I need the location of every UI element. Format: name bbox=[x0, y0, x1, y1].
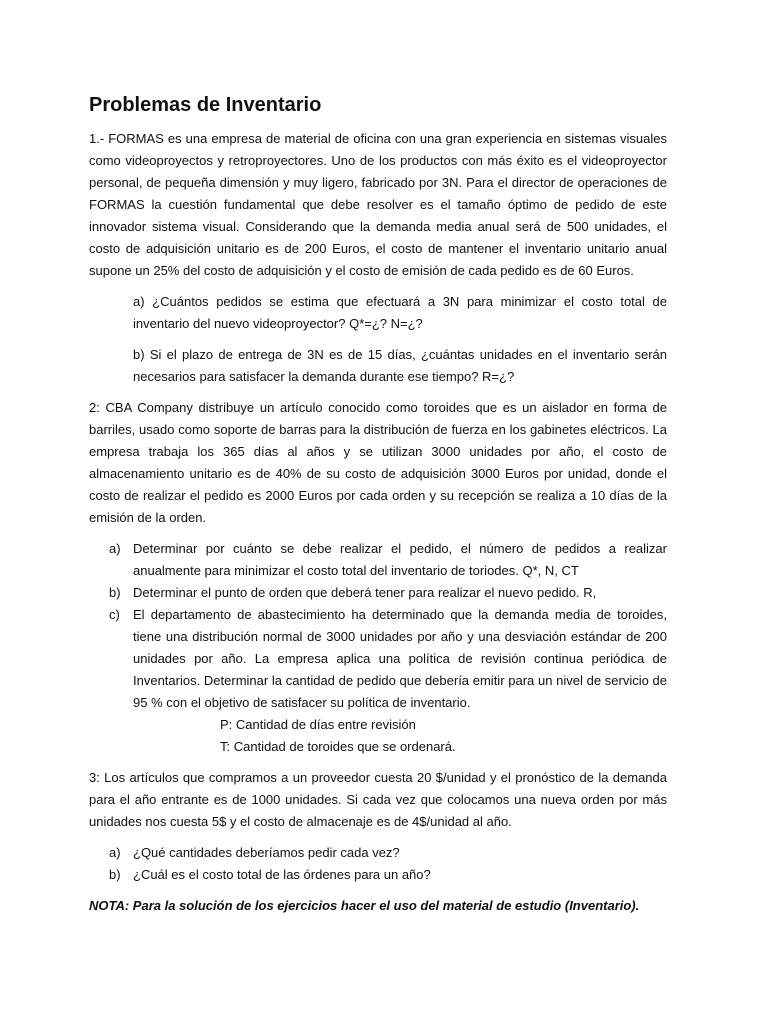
list-marker: b) bbox=[109, 867, 121, 882]
problem-2-questions bbox=[89, 538, 667, 758]
problem-2-question-b bbox=[89, 582, 667, 604]
problem-1-question-b: b) Si el plazo de entrega de 3N es de 15 días, ¿cuántas unidades en el inventario serán necesarios para satisfacer la demanda durante ese tiempo? R=¿? bbox=[133, 347, 667, 384]
problem-2-statement: 2: CBA Company distribuye un artículo conocido como toroides que es un aislador en forma de barriles, usado como soporte de barras para la distribución de fuerza en los gabinetes eléctricos. La empresa trabaja los 365 días al años y se utilizan 3000 unidades por año, el costo de almacenamiento unitario es de 40% de su costo de adquisición 3000 Euros por unidad, donde el costo de realizar el pedido es 2000 Euros por cada orden y su recepción se realiza a 10 días de la emisión de la orden. bbox=[89, 400, 667, 525]
problem-2-question-a bbox=[89, 538, 667, 582]
list-marker: c) bbox=[109, 607, 120, 622]
study-note: NOTA: Para la solución de los ejercicios hacer el uso del material de estudio (Inventario). bbox=[89, 898, 640, 913]
problem-1-statement: 1.- FORMAS es una empresa de material de oficina con una gran experiencia en sistemas visuales como videoproyectos y retroproyectores. Uno de los productos con más éxito es el videoproyector personal, de pequeña dimensión y muy ligero, fabricado por 3N. Para el director de operaciones de FORMAS la cuestión fundamental que debe resolver es el tamaño óptimo de pedido de este innovador sistema visual. Considerando que la demanda media anual será de 500 unidades, el costo de adquisición unitario es de 200 Euros, el costo de mantener el inventario unitario anual supone un 25% del costo de adquisición y el costo de emisión de cada pedido es de 60 Euros. bbox=[89, 131, 667, 278]
variable-definitions bbox=[220, 714, 667, 758]
problem-3-question-a bbox=[89, 842, 667, 864]
list-marker: a) bbox=[109, 845, 121, 860]
question-text: ¿Cuál es el costo total de las órdenes para un año? bbox=[133, 867, 431, 882]
list-marker: b) bbox=[109, 585, 121, 600]
definition-p: P: Cantidad de días entre revisión bbox=[220, 717, 416, 732]
definition-t: T: Cantidad de toroides que se ordenará. bbox=[220, 739, 456, 754]
page-title: Problemas de Inventario bbox=[89, 94, 322, 116]
question-text: El departamento de abastecimiento ha determinado que la demanda media de toroides, tiene una distribución normal de 3000 unidades por año y una desviación estándar de 200 unidades por año. La empresa aplica una política de revisión continua periódica de Inventarios. Determinar la cantidad de pedido que debería emitir para un nivel de servicio de 95 % con el objetivo de satisfacer su política de inventario. bbox=[133, 607, 667, 710]
problem-3-questions bbox=[89, 842, 667, 886]
problem-1-question-a: a) ¿Cuántos pedidos se estima que efectuará a 3N para minimizar el costo total de inventario del nuevo videoproyector? Q*=¿? N=¿? bbox=[133, 294, 667, 331]
question-text: ¿Qué cantidades deberíamos pedir cada vez? bbox=[133, 845, 400, 860]
problem-3-question-b bbox=[89, 864, 667, 886]
question-text: Determinar por cuánto se debe realizar el pedido, el número de pedidos a realizar anualmente para minimizar el costo total del inventario de toriodes. Q*, N, CT bbox=[133, 541, 667, 578]
list-marker: a) bbox=[109, 541, 121, 556]
problem-2-question-c bbox=[89, 604, 667, 758]
problem-3-statement: 3: Los artículos que compramos a un proveedor cuesta 20 $/unidad y el pronóstico de la demanda para el año entrante es de 1000 unidades. Si cada vez que colocamos una nueva orden por más unidades nos cuesta 5$ y el costo de almacenaje es de 4$/unidad al año. bbox=[89, 770, 667, 829]
document-page bbox=[89, 92, 667, 917]
question-text: Determinar el punto de orden que deberá tener para realizar el nuevo pedido. R, bbox=[133, 585, 597, 600]
